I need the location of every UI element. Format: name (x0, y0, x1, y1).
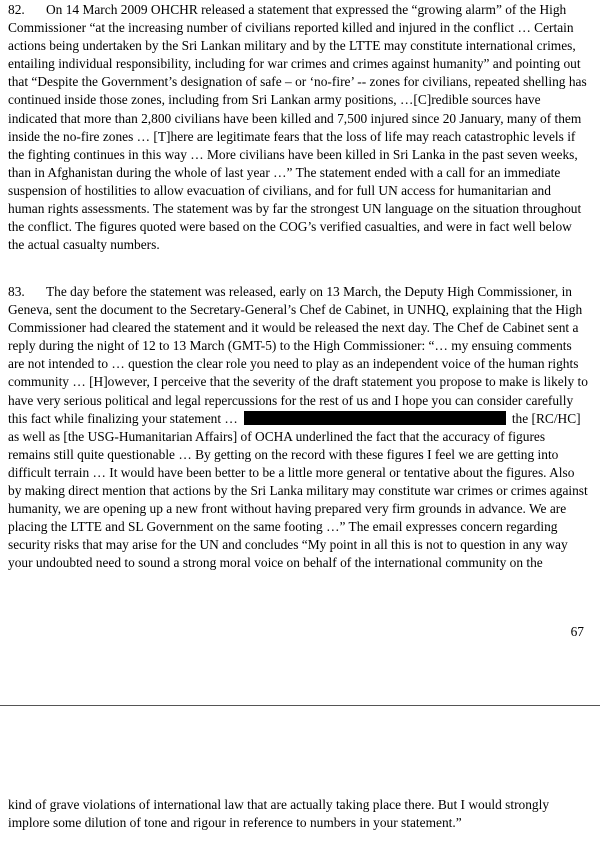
paragraph-82 (8, 1, 590, 254)
page-break-divider (0, 705, 600, 706)
paragraph-number: 83. (8, 284, 25, 299)
page-number: 67 (570, 624, 584, 639)
paragraph-text-before-redaction: The day before the statement was released, early on 13 March, the Deputy High Commissioner, in Geneva, sent the document to the Secretary-General’s Chef de Cabinet, in UNHQ, explaining that the High Commissioner had cleared the statement and it would be released the next day. The Chef de Cabinet sent a reply during the night of 12 to 13 March (GMT-5) to the High Commissioner: “… my ensuing comments are not intended to … question the clear role you need to play as an independent voice of the human rights community … [H]owever, I perceive that the severity of the draft statement you propose to make is likely to have very serious political and legal repercussions for the rest of us and I hope you can consider carefully this fact while finalizing your statement … (8, 284, 588, 426)
paragraph-number: 82. (8, 2, 25, 17)
continuation-text: kind of grave violations of international law that are actually taking place there. But I would strongly implore some dilution of tone and rigour in reference to numbers in your statement.” (8, 797, 550, 831)
paragraph-83 (8, 283, 590, 573)
paragraph-text: On 14 March 2009 OHCHR released a statement that expressed the “growing alarm” of the High Commissioner “at the increasing number of civilians reported killed and injured in the conflict … Certain actions being undertaken by the Sri Lankan military and by the LTTE may constitute international crimes, entailing individual responsibility, including for war crimes and crimes against humanity” and pointing out that “Despite the Government’s designation of safe – or ‘no-fire’ -- zones for civilians, repeated shelling has continued inside those zones, including from Sri Lankan army positions, …[C]redible sources have indicated that more than 2,800 civilians have been killed and 7,500 injured since 20 January, many of them inside the no-fire zones … [T]here are legitimate fears that the loss of life may reach catastrophic levels if the fighting continues in this way … More civilians have been killed in Sri Lanka in the past seven weeks, than in Afghanistan during the whole of last year …” The statement ended with a call for an immediate suspension of hostilities to allow evacuation of civilians, and for full UN access for humanitarian and human rights assessments. The statement was by far the strongest UN language on the situation throughout the conflict. The figures quoted were based on the COG’s verified casualties, and were in fact well below the actual casualty numbers. (8, 2, 587, 253)
paragraph-text-after-redaction: the [RC/HC] as well as [the USG-Humanitarian Affairs] of OCHA underlined the fact that the accuracy of figures remains still quite questionable … By getting on the record with these figures I feel we are getting into difficult terrain … It would have been better to be a little more general or tentative about the figures. Also by making direct mention that actions by the Sri Lanka military may constitute war crimes or crimes against humanity, we are opening up a new front without having prepared very firm grounds in advance. We are placing the LTTE and SL Government on the same footing …” The email expresses concern regarding security risks that may arise for the UN and concludes “My point in all this is not to question in any way your undoubted need to sound a strong moral voice on behalf of the international community on the (8, 410, 588, 571)
redaction-block (244, 411, 506, 425)
